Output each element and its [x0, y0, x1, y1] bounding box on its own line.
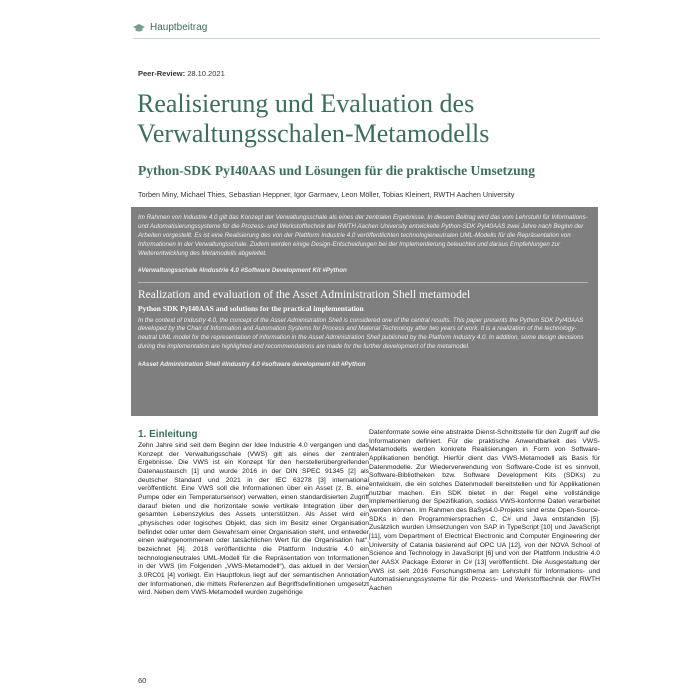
- article-subtitle: Python-SDK PyI40AAS und Lösungen für die praktische Umsetzung: [138, 163, 535, 178]
- page-number: 60: [138, 676, 147, 685]
- section-heading: 1. Einleitung: [138, 429, 198, 440]
- article-title: Realisierung und Evaluation des Verwaltungsschalen-Metamodells: [137, 89, 490, 148]
- header-divider: [133, 38, 600, 39]
- abstract-box: [131, 207, 598, 416]
- abstract-divider: [138, 282, 588, 283]
- peer-review-line: [138, 69, 225, 78]
- body-column-left: [138, 429, 369, 598]
- body-paragraph-left: Zehn Jahre sind seit dem Beginn der Idee Industrie 4.0 vergangen und das Konzept der Verwaltungsschale (VWS) gilt als eines der zentralen Ergebnisse. Die VWS ist ein Konzept für den herstellerübergreifenden Datenaustausch [1] und wurde 2016 in der DIN SPEC 91345 [2] als deutscher Standard und 2021 in der IEC 63278 [3] international veröffentlicht. Eine VWS soll die Informationen über ein Asset (z. B. eine Pumpe oder ein Temperatursensor) verwalten, einen standardisierten Zugriff darauf bieten und die horizontale sowie vertikale Integration über den gesamten Lebenszyklus des Assets unterstützen. Als Asset wird ein „physisches oder logisches Objekt, das sich im Besitz einer Organisation befindet oder unter dem Gewahrsam einer Organisation steht, und entweder einen wahrgenommenen oder tatsächlichen Wert für die Organisation hat“, bezeichnet [4]. 2018 veröffentlichte die Plattform Industrie 4.0 ein technologieneutrales UML-Modell für die Repräsentation von Informationen in der VWS (im Folgenden „VWS-Metamodell“), das aktuell in der Version 3.0RC01 [4] vorliegt. Ein Hauptfokus liegt auf der semantischen Annotation der Informationen, die mittels Referenzen auf Begriffsdefinitionen umgesetzt wird. Neben dem VWS-Metamodell wurden zugehörige: [138, 442, 369, 597]
- abstract-german: Im Rahmen von Industrie 4.0 gilt das Konzept der Verwaltungsschale als eines der zentralen Ergebnisse. In diesem Beitrag wird das vom Lehrstuhl für Informations- und Automatisierungssysteme für die Prozess- und Werkstofftechnik der RWTH Aachen University entwickelte Python-SDK PyI40AAS zwei Jahre nach Beginn der Arbeiten vorgestellt. Es ist eine Realisierung des von der Plattform Industrie 4.0 veröffentlichten technologieneutralen UML-Modells für die Repräsentation von Informationen in der Verwaltungsschale. Zudem werden einige Design-Entscheidungen bei der Implementierung beleuchtet und daraus Empfehlungen zur Weiterentwicklung des Metamodells abgeleitet.: [138, 214, 588, 257]
- rubric-label: Hauptbeitrag: [150, 22, 208, 33]
- abstract-english-keywords: #Asset Administration Shell #Industry 4.0 #software development kit #Python: [138, 361, 366, 369]
- abstract-english-subtitle: Python SDK PyI40AAS and solutions for the practical implementation: [138, 303, 364, 313]
- peer-review-label: Peer-Review:: [138, 69, 186, 78]
- peer-review-date: 28.10.2021: [187, 69, 225, 78]
- abstract-german-keywords: #Verwaltungsschale #Industrie 4.0 #Software Development Kit #Python: [138, 266, 347, 274]
- section-rubric: [133, 22, 207, 33]
- abstract-english: In the context of Industry 4.0, the concept of the Asset Administration Shell is considered one of the central results. This paper presents the Python SDK PyI40AAS developed by the Chair of Information and Automation Systems for Process and Material Technology after two years of work. It is a realization of the technology-neutral UML model for the representation of information in the Asset Administration Shell published by the Platform Industry 4.0. In addition, some design decisions during the implementation are highlighted and recommendations are made for the further development of the metamodel.: [138, 316, 584, 351]
- body-paragraph-right: Datenformate sowie eine abstrakte Dienst-Schnittstelle für den Zugriff auf die Informationen definiert. Für die praktische Anwendbarkeit des VWS-Metamodells werden konkrete Realisierungen in Form von Software-Applikationen benötigt. Hierfür dient das VWS-Metamodell als Basis für Datenmodelle. Zur Wiederverwendung von Software-Code ist es sinnvoll, Software-Bibliotheken bzw. Software Development Kits (SDKs) zu entwickeln, die ein solches Datenmodell bereitstellen und für Applikationen nutzbar machen. Ein SDK bietet in der Regel eine vollständige Implementierung der Spezifikation, sodass VWS-konforme Daten verarbeitet werden können. Im Rahmen des BaSys4.0-Projekts sind erste Open-Source-SDKs in den Programmiersprachen C, C# und Java entstanden [5]. Zusätzlich wurden Umsetzungen von SAP in TypeScript [10] und JavaScript [11], vom Department of Electrical Electronic and Computer Engineering der University of Catania basierend auf OPC UA [12], von der NOVA School of Science and Technology in JavaScript [6] und von der Plattform Industrie 4.0 der AASX Package Exlorer in C# [13] veröffentlicht. Die Ausgestaltung der VWS ist seit 2016 Forschungsthema am Lehrstuhl für Informations- und Automatisierungssysteme für die Prozess- und Werkstofftechnik der RWTH Aachen: [369, 429, 600, 592]
- author-list: Torben Miny, Michael Thies, Sebastian Heppner, Igor Garmaev, Leon Möller, Tobias Kleinert, RWTH Aachen University: [138, 190, 515, 199]
- body-column-right: [369, 429, 600, 593]
- graduation-cap-icon: [133, 23, 145, 33]
- abstract-english-title: Realization and evaluation of the Asset Administration Shell metamodel: [138, 288, 471, 301]
